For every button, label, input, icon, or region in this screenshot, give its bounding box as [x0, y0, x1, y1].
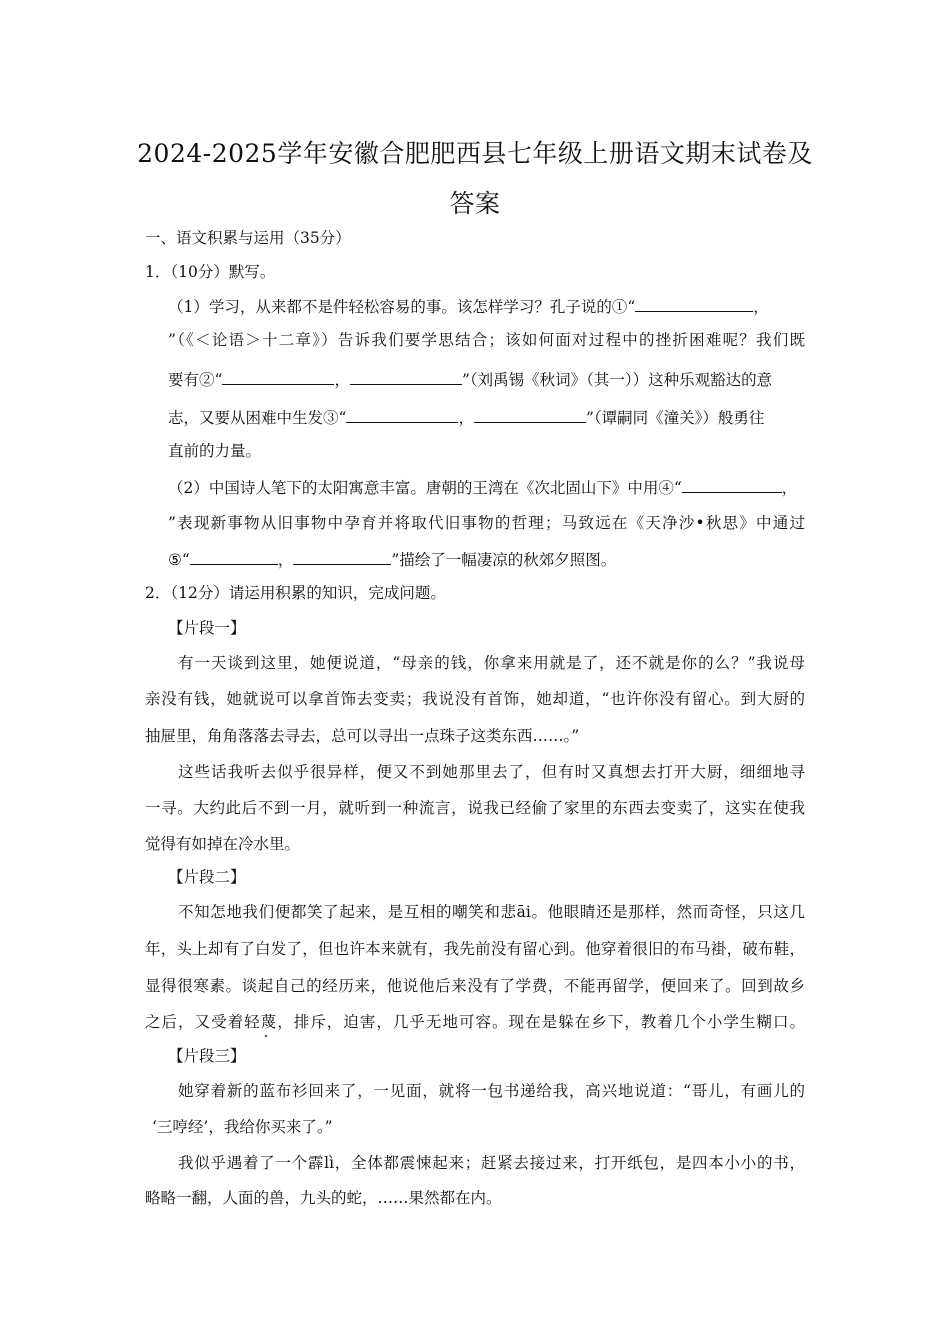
q1-part1-line5: 直前的力量。	[168, 442, 262, 460]
answer-blank-4a[interactable]	[682, 477, 782, 493]
answer-blank-2a[interactable]	[222, 369, 334, 385]
q1-part1-line4: 志，又要从困难中生发③“ ， ”（谭嗣同《潼关》）般勇往	[168, 409, 765, 427]
answer-blank-3a[interactable]	[346, 407, 458, 423]
fragment-1-line5: 一寻。大约此后不到一月，就听到一种流言，说我已经偷了家里的东西去变卖了，这实在使我	[145, 799, 805, 817]
fragment-3-line1: 她穿着新的蓝布衫回来了，一见面，就将一包书递给我，高兴地说道：“哥儿，有画儿的	[178, 1082, 805, 1100]
answer-blank-5b[interactable]	[293, 549, 391, 565]
q1-part1-line1: （1）学习，从来都不是件轻松容易的事。该怎样学习？孔子说的①“ ，	[168, 298, 769, 316]
fragment-1-line4: 这些话我听去似乎很异样，便又不到她那里去了，但有时又真想去打开大厨，细细地寻	[178, 763, 805, 781]
fragment-1-line3: 抽屉里，角角落落去寻去，总可以寻出一点珠子这类东西……。”	[145, 727, 580, 745]
emphasis-dot	[265, 1035, 267, 1037]
fragment-2-label: 【片段二】	[168, 868, 246, 886]
question-2-heading: 2．（12分）请运用积累的知识，完成问题。	[145, 584, 446, 602]
fragment-3-line4: 略略一翻，人面的兽，九头的蛇，……果然都在内。	[145, 1189, 502, 1207]
answer-blank-2b[interactable]	[350, 369, 462, 385]
q1-part2-line3: ⑤“ ， ”描绘了一幅凄凉的秋郊夕照图。	[168, 551, 617, 569]
answer-blank-3b[interactable]	[474, 407, 586, 423]
fragment-3-line2: ‘三哼经’，我给你买来了。”	[152, 1118, 333, 1136]
document-title-line-2: 答案	[449, 189, 501, 218]
q1-part1-line2: ”（《＜论语＞十二章》）告诉我们要学思结合；该如何面对过程中的挫折困难呢？我们既	[168, 331, 805, 349]
q1-part2-line1: （2）中国诗人笔下的太阳寓意丰富。唐朝的王湾在《次北固山下》中用④“ ，	[168, 479, 798, 497]
q1-part2-line2: ”表现新事物从旧事物中孕育并将取代旧事物的哲理；马致远在《天净沙•秋思》中通过	[168, 514, 805, 532]
answer-blank-1a[interactable]	[635, 296, 753, 312]
fragment-1-line6: 觉得有如掉在冷水里。	[145, 835, 301, 853]
fragment-2-line2: 年，头上却有了白发了，但也许本来就有，我先前没有留心到。他穿着很旧的布马褂，破布鞋，	[145, 940, 805, 958]
fragment-1-line2: 亲没有钱，她就说可以拿首饰去变卖；我说没有首饰，她却道，“也许你没有留心。到大厨的	[145, 690, 805, 708]
document-title-line-1: 2024-2025学年安徽合肥肥西县七年级上册语文期末试卷及	[137, 139, 813, 168]
section-heading: 一、语文积累与运用（35分）	[145, 229, 351, 247]
fragment-3-label: 【片段三】	[168, 1047, 246, 1065]
fragment-2-line1: 不知怎地我们便都笑了起来，是互相的嘲笑和悲āi。他眼睛还是那样，然而奇怪，只这几	[178, 903, 805, 921]
fragment-1-line1: 有一天谈到这里，她便说道，“母亲的钱，你拿来用就是了，还不就是你的么？”我说母	[178, 654, 805, 672]
fragment-3-line3: 我似乎遇着了一个霹lì，全体都震悚起来；赶紧去接过来，打开纸包，是四本小小的书，	[178, 1154, 805, 1172]
fragment-2-line4: 之后，又受着轻蔑，排斥，迫害，几乎无地可容。现在是躲在乡下，教着几个小学生糊口。	[145, 1013, 805, 1031]
answer-blank-5a[interactable]	[190, 549, 278, 565]
fragment-1-label: 【片段一】	[168, 619, 246, 637]
q1-part1-line3: 要有②“ ， ”（刘禹锡《秋词》（其一））这种乐观豁达的意	[168, 371, 773, 389]
question-1-heading: 1．（10分）默写。	[145, 263, 276, 281]
fragment-2-line3: 显得很寒素。谈起自己的经历来，他说他后来没有了学费，不能再留学，便回来了。回到故乡	[145, 977, 805, 995]
